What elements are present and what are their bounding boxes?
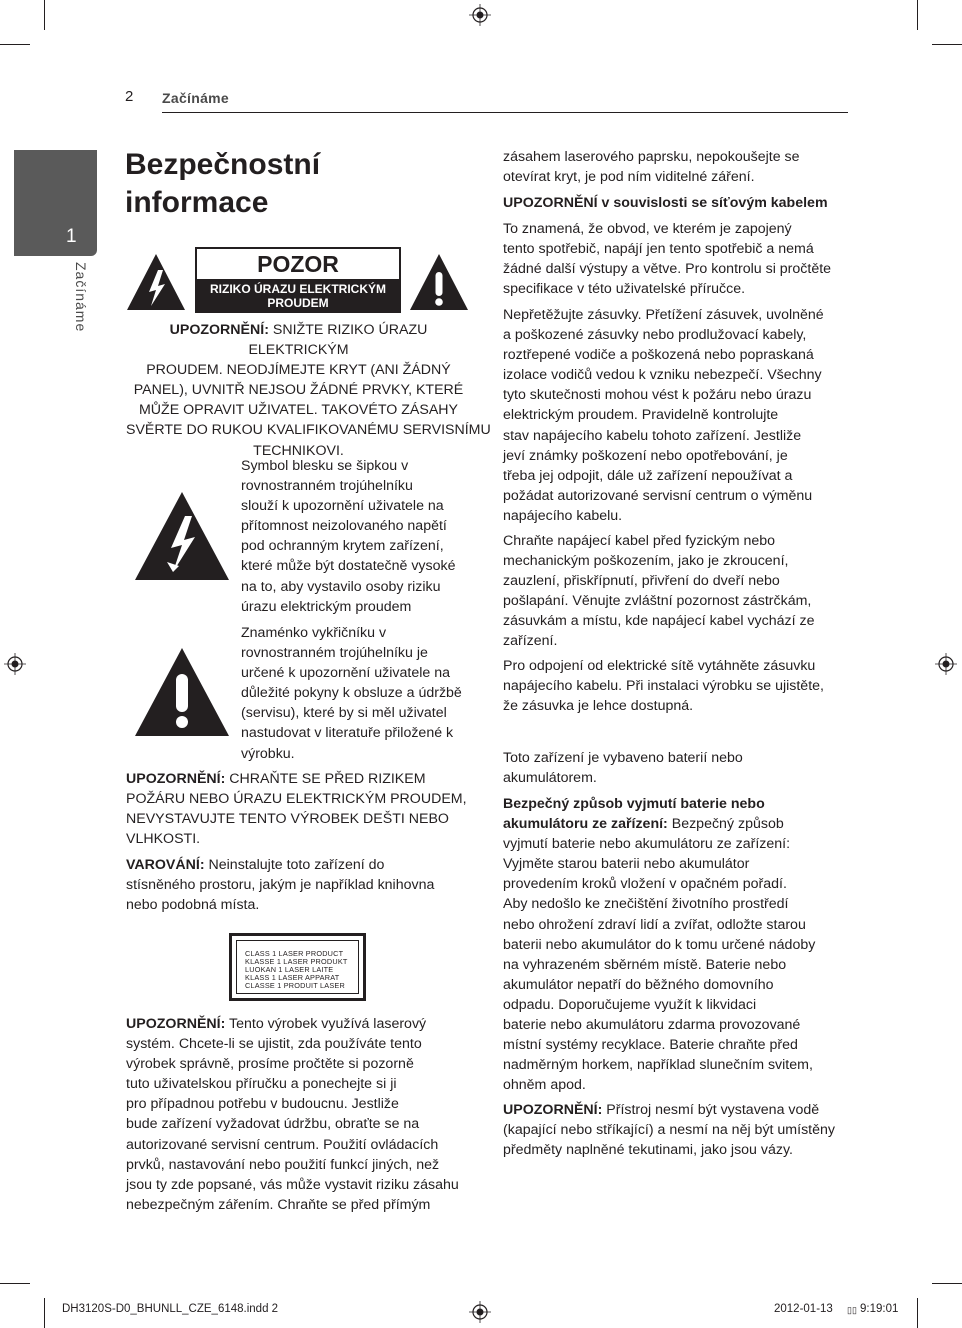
exclamation-warning-icon bbox=[408, 252, 470, 312]
pozor-title: POZOR bbox=[257, 251, 339, 277]
footer-date: 2012-01-13 bbox=[774, 1303, 833, 1315]
footer-filename: DH3120S-D0_BHUNLL_CZE_6148.indd 2 bbox=[62, 1303, 279, 1315]
power-cord-heading: UPOZORNĚNÍ v souvislosti se síťovým kabelem bbox=[503, 195, 828, 211]
power-cord-paragraph-1: To znamená, že obvod, ve kterém je zapojený tento spotřebič, napájí jen tento spotřebič a nemá žádné další výstupy a větve. Pro kontrolu si pročtěte specifikace v této uživatelské příručce. bbox=[503, 221, 832, 298]
lightning-triangle-icon bbox=[133, 490, 231, 582]
registration-mark-icon bbox=[4, 653, 26, 675]
crop-mark bbox=[917, 0, 918, 30]
crop-mark bbox=[932, 1283, 962, 1284]
crop-mark bbox=[932, 44, 962, 45]
crop-mark bbox=[917, 1298, 918, 1328]
chapter-tab bbox=[14, 150, 97, 256]
caution-water: UPOZORNĚNÍ: Přístroj nesmí být vystavena vodě (kapající nebo stříkající) a nesmí na něj být umístěny předměty naplněné tekutinami, jako jsou vázy. bbox=[503, 1102, 835, 1159]
chapter-number: 1 bbox=[66, 226, 77, 247]
registration-mark-icon bbox=[469, 4, 491, 26]
exclamation-triangle-icon bbox=[133, 646, 231, 738]
laser-class-label: CLASS 1 LASER PRODUCT KLASSE 1 LASER PRODUKT LUOKAN 1 LASER LAITE KLASS 1 LASER APPARAT CLASSE 1 PRODUIT LASER bbox=[229, 933, 366, 1001]
power-cord-paragraph-2: Nepřetěžujte zásuvky. Přetížení zásuvek, uvolněné a poškozené zásuvky nebo prodlužovací kabely, roztřepené vodiče a poškozená nebo popraskaná izolace vodičů vedou k vzniku nebezpečí. Všechny tyto skutečnosti mohou vést k požáru nebo úrazu elektrickým proudem. Pravidelně kontrolujte stav napájecího kabelu tohoto zařízení. Jestliže jeví známky poškození nebo opotřebování, je třeba jej odpojit, dále už zařízení nepoužívat a požádat autorizované servisní centrum o výměnu napájecího kabelu. bbox=[503, 307, 824, 524]
lightning-warning-icon bbox=[125, 252, 187, 312]
footer-time-prefix: ▯▯ bbox=[847, 1305, 857, 1315]
lightning-symbol-description: Symbol blesku se šipkou v rovnostranném trojúhelníku slouží k upozornění uživatele na přítomnost neizolovaného napětí pod ochranným krytem zařízení, které může být dostatečně vysoké na to, aby vystavilo osoby riziku úrazu elektrickým proudem bbox=[241, 458, 456, 615]
battery-intro: Toto zařízení je vybaveno baterií nebo akumulátorem. bbox=[503, 750, 743, 787]
laser-continuation: zásahem laserového paprsku, nepokoušejte se otevírat kryt, je pod ním viditelné záření. bbox=[503, 149, 800, 186]
registration-mark-icon bbox=[469, 1301, 491, 1323]
crop-mark bbox=[44, 0, 45, 30]
chapter-label: Začínáme bbox=[73, 262, 89, 333]
crop-mark bbox=[44, 1298, 45, 1328]
power-cord-paragraph-4: Pro odpojení od elektrické sítě vytáhněte zásuvku napájecího kabelu. Při instalaci výrobku se ujistěte, že zásuvka je lehce dostupná. bbox=[503, 658, 824, 715]
page-title: Bezpečnostní informace bbox=[125, 148, 321, 219]
warning-installation: VAROVÁNÍ: Neinstalujte toto zařízení do stísněného prostoru, jakým je například knihovna nebo podobná místa. bbox=[126, 857, 435, 914]
section-label: Začínáme bbox=[162, 90, 229, 106]
page-number: 2 bbox=[125, 88, 134, 105]
registration-mark-icon bbox=[935, 653, 957, 675]
header-rule bbox=[162, 112, 848, 113]
pozor-subtitle: RIZIKO ÚRAZU ELEKTRICKÝM PROUDEM bbox=[197, 279, 399, 311]
footer-time: 9:19:01 bbox=[860, 1303, 899, 1315]
pozor-warning-box bbox=[195, 247, 401, 313]
caution-laser: UPOZORNĚNÍ: Tento výrobek využívá laserový systém. Chcete-li se ujistit, zda používáte tento výrobek správně, prosíme pročtěte si pozorně tuto uživatelskou příručku a ponechejte si ji pro případnou potřebu v budoucnu. Jestliže bude zařízení vyžadovat údržbu, obraťte se na autorizované servisní centrum. Použití ovládacích prvků, nastavování nebo použití funkcí jiných, než jsou ty zde popsané, vás může vystavit riziku zásahu nebezpečným zářením. Chraňte se před přímým bbox=[126, 1016, 459, 1213]
battery-removal: Bezpečný způsob vyjmutí baterie nebo akumulátoru ze zařízení: Bezpečný způsob vyjmutí baterie nebo akumulátoru ze zařízení: Vyjměte starou baterii nebo akumulátor provedením kroků vložení v opačném pořadí. Aby nedošlo ke znečištění životního prostředí nebo ohrožení zdraví lidí a zvířat, odložte starou baterii nebo akumulátor do k tomu určené nádoby na vyhrazeném sběrném místě. Baterie nebo akumulátor nepatří do běžného domovního odpadu. Doporučujeme využít k likvidaci baterie nebo akumulátoru zdarma provozované místní systémy recyklace. Baterie chraňte před nadměrným horkem, například slunečním svitem, ohněm apod. bbox=[503, 796, 816, 1094]
crop-mark bbox=[0, 1283, 30, 1284]
caution-fire-moisture: UPOZORNĚNÍ: CHRAŇTE SE PŘED RIZIKEM POŽÁRU NEBO ÚRAZU ELEKTRICKÝM PROUDEM, NEVYSTAVUJTE TENTO VÝROBEK DEŠTI NEBO VLHKOSTI. bbox=[126, 771, 467, 848]
exclamation-symbol-description: Znaménko vykřičníku v rovnostranném trojúhelníku je určené k upozornění uživatele na důležité pokyny k obsluze a údržbě (servisu), které by si měl uživatel nastudovat v literatuře přiložené k výrobku. bbox=[241, 625, 462, 762]
power-cord-paragraph-3: Chraňte napájecí kabel před fyzickým nebo mechanickým poškozením, jako je zkroucení, zauzlení, přiskřípnutí, přivření do dveří nebo pošlapání. Věnujte zvláštní pozornost zástrčkám, zásuvkám a místu, kde napájecí kabel vychází ze zařízení. bbox=[503, 533, 815, 650]
crop-mark bbox=[0, 44, 30, 45]
caution-electric-shock: UPOZORNĚNÍ: SNIŽTE RIZIKO ÚRAZU ELEKTRICKÝM PROUDEM. NEODJÍMEJTE KRYT (ANI ŽÁDNÝ PANEL), UVNITŘ NEJSOU ŽÁDNÉ PRVKY, KTERÉ MŮŽE OPRAVIT UŽIVATEL. TAKOVÉTO ZÁSAHY SVĚRTE DO RUKOU KVALIFIKOVANÉMU SERVISNÍMU TECHNIKOVI. bbox=[126, 322, 491, 459]
